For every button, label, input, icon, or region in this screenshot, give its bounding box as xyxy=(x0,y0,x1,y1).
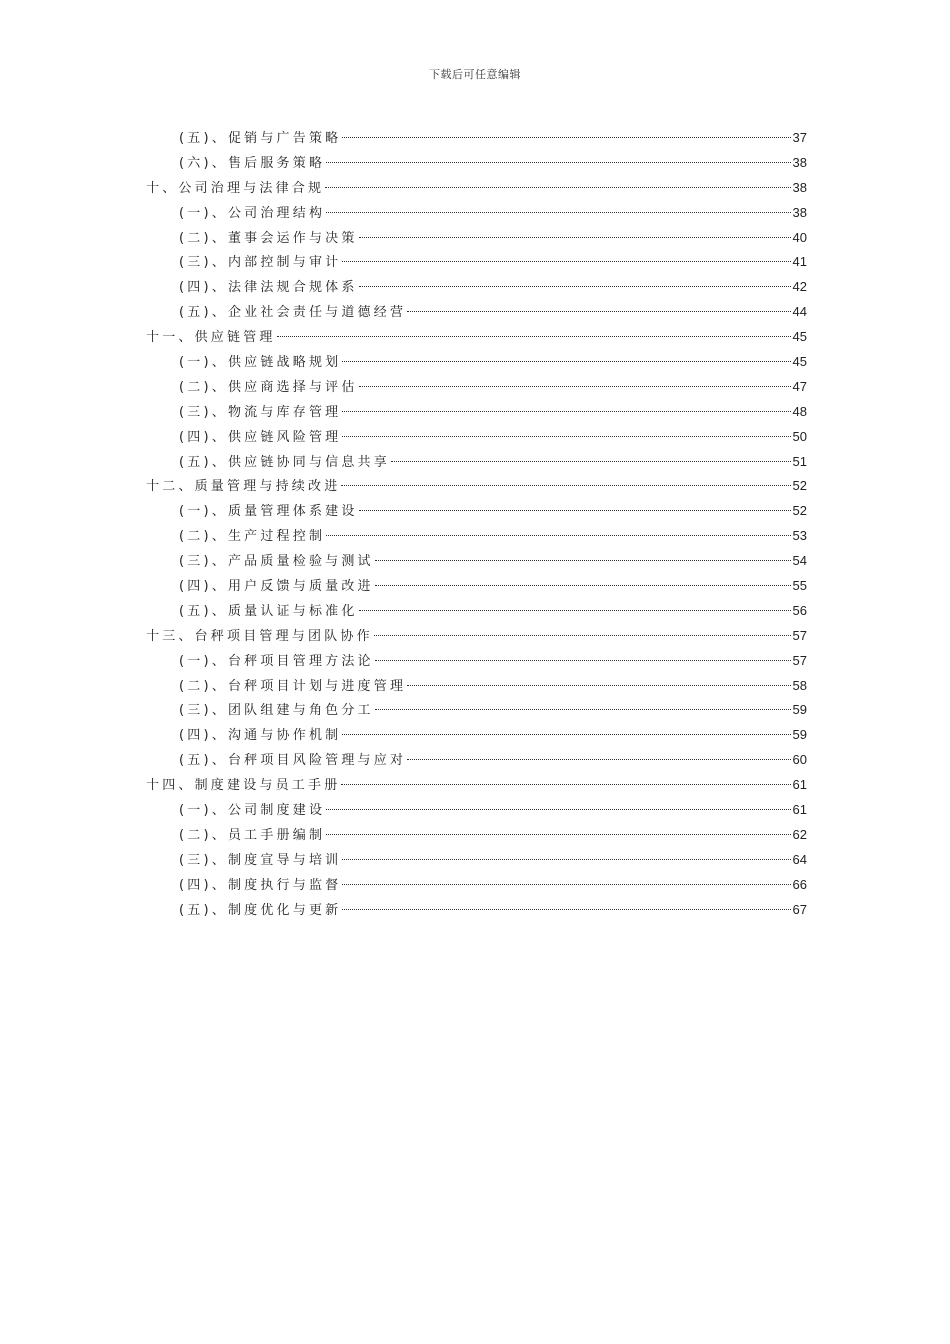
toc-dot-leader xyxy=(341,784,790,785)
toc-dot-leader xyxy=(277,336,791,337)
toc-page-number: 67 xyxy=(792,901,807,917)
toc-page-number: 42 xyxy=(792,279,807,295)
toc-section-entry[interactable] xyxy=(146,250,807,275)
toc-chapter-entry[interactable] xyxy=(146,773,807,798)
toc-dot-leader xyxy=(359,237,791,238)
toc-entry-title: (五)、制度优化与更新 xyxy=(179,902,342,918)
toc-dot-leader xyxy=(375,585,791,586)
toc-chapter-entry[interactable] xyxy=(146,176,807,201)
toc-page-number: 57 xyxy=(792,652,807,668)
toc-page-number: 66 xyxy=(792,876,807,892)
toc-entry-title: (五)、质量认证与标准化 xyxy=(179,603,358,619)
toc-dot-leader xyxy=(342,734,790,735)
toc-section-entry[interactable] xyxy=(146,873,807,898)
toc-dot-leader xyxy=(391,461,791,462)
toc-section-entry[interactable] xyxy=(146,674,807,699)
toc-entry-title: (一)、供应链战略规划 xyxy=(179,355,342,371)
toc-entry-title: (一)、公司制度建设 xyxy=(179,803,326,819)
toc-dot-leader xyxy=(359,510,791,511)
toc-page-number: 62 xyxy=(792,826,807,842)
toc-section-entry[interactable] xyxy=(146,350,807,375)
toc-dot-leader xyxy=(342,884,790,885)
toc-page-number: 52 xyxy=(792,503,807,519)
toc-dot-leader xyxy=(375,709,791,710)
toc-page-number: 53 xyxy=(792,528,807,544)
toc-section-entry[interactable] xyxy=(146,823,807,848)
toc-dot-leader xyxy=(407,311,790,312)
toc-entry-title: 十一、供应链管理 xyxy=(146,330,276,346)
toc-page-number: 57 xyxy=(792,627,807,643)
toc-entry-title: (六)、售后服务策略 xyxy=(179,155,326,171)
toc-dot-leader xyxy=(342,137,790,138)
toc-entry-title: (二)、董事会运作与决策 xyxy=(179,230,358,246)
toc-entry-title: (三)、产品质量检验与测试 xyxy=(179,554,374,570)
toc-page-number: 50 xyxy=(792,428,807,444)
toc-section-entry[interactable] xyxy=(146,599,807,624)
toc-page-number: 61 xyxy=(792,802,807,818)
toc-section-entry[interactable] xyxy=(146,226,807,251)
toc-page-number: 40 xyxy=(792,229,807,245)
toc-page-number: 59 xyxy=(792,702,807,718)
toc-section-entry[interactable] xyxy=(146,450,807,475)
toc-page-number: 55 xyxy=(792,578,807,594)
toc-dot-leader xyxy=(375,660,791,661)
toc-entry-title: (二)、供应商选择与评估 xyxy=(179,379,358,395)
toc-page-number: 48 xyxy=(792,403,807,419)
toc-section-entry[interactable] xyxy=(146,201,807,226)
toc-entry-title: 十二、质量管理与持续改进 xyxy=(146,479,341,495)
toc-dot-leader xyxy=(407,685,790,686)
toc-entry-title: (一)、台秤项目管理方法论 xyxy=(179,653,374,669)
toc-section-entry[interactable] xyxy=(146,375,807,400)
toc-page-number: 45 xyxy=(792,354,807,370)
toc-dot-leader xyxy=(342,909,790,910)
toc-entry-title: (一)、质量管理体系建设 xyxy=(179,504,358,520)
toc-section-entry[interactable] xyxy=(146,798,807,823)
toc-dot-leader xyxy=(359,286,791,287)
toc-entry-title: 十四、制度建设与员工手册 xyxy=(146,778,341,794)
toc-dot-leader xyxy=(326,535,790,536)
toc-dot-leader xyxy=(342,361,790,362)
toc-entry-title: (四)、法律法规合规体系 xyxy=(179,280,358,296)
toc-entry-title: (二)、员工手册编制 xyxy=(179,827,326,843)
toc-page-number: 47 xyxy=(792,378,807,394)
toc-entry-title: (四)、制度执行与监督 xyxy=(179,877,342,893)
toc-page-number: 54 xyxy=(792,553,807,569)
toc-dot-leader xyxy=(359,610,791,611)
toc-entry-title: (四)、供应链风险管理 xyxy=(179,429,342,445)
toc-entry-title: (一)、公司治理结构 xyxy=(179,205,326,221)
toc-entry-title: (三)、内部控制与审计 xyxy=(179,255,342,271)
toc-entry-title: (五)、企业社会责任与道德经营 xyxy=(179,305,407,321)
toc-page-number: 52 xyxy=(792,478,807,494)
toc-entry-title: (五)、台秤项目风险管理与应对 xyxy=(179,753,407,769)
toc-dot-leader xyxy=(375,560,791,561)
toc-entry-title: 十三、台秤项目管理与团队协作 xyxy=(146,628,373,644)
toc-page-number: 41 xyxy=(792,254,807,270)
toc-section-entry[interactable] xyxy=(146,848,807,873)
toc-section-entry[interactable] xyxy=(146,499,807,524)
toc-page-number: 37 xyxy=(792,130,807,145)
toc-entry-title: (五)、促销与广告策略 xyxy=(179,131,342,146)
toc-dot-leader xyxy=(359,386,791,387)
toc-entry-title: (三)、物流与库存管理 xyxy=(179,404,342,420)
toc-dot-leader xyxy=(341,485,790,486)
toc-dot-leader xyxy=(407,759,790,760)
toc-dot-leader xyxy=(326,162,790,163)
toc-section-entry[interactable] xyxy=(146,574,807,599)
toc-page-number: 38 xyxy=(792,179,807,195)
toc-entry-title: (二)、生产过程控制 xyxy=(179,529,326,545)
table-of-contents xyxy=(146,126,807,923)
toc-chapter-entry[interactable] xyxy=(146,474,807,499)
toc-dot-leader xyxy=(326,834,790,835)
toc-dot-leader xyxy=(342,859,790,860)
toc-section-entry[interactable] xyxy=(146,698,807,723)
toc-section-entry[interactable] xyxy=(146,898,807,923)
toc-page-number: 59 xyxy=(792,727,807,743)
toc-section-entry[interactable] xyxy=(146,524,807,549)
toc-section-entry[interactable] xyxy=(146,723,807,748)
page-header: 下载后可任意编辑 xyxy=(429,68,521,81)
toc-entry-title: (三)、制度宣导与培训 xyxy=(179,852,342,868)
toc-section-entry[interactable] xyxy=(146,649,807,674)
toc-section-entry[interactable] xyxy=(146,425,807,450)
toc-dot-leader xyxy=(342,411,790,412)
toc-entry-title: (三)、团队组建与角色分工 xyxy=(179,703,374,719)
toc-page-number: 38 xyxy=(792,154,807,170)
toc-entry-title: (四)、沟通与协作机制 xyxy=(179,728,342,744)
toc-section-entry[interactable] xyxy=(146,126,807,151)
toc-page-number: 44 xyxy=(792,304,807,320)
toc-page-number: 38 xyxy=(792,204,807,220)
toc-chapter-entry[interactable] xyxy=(146,624,807,649)
toc-entry-title: (五)、供应链协同与信息共享 xyxy=(179,454,390,470)
toc-page-number: 64 xyxy=(792,851,807,867)
toc-chapter-entry[interactable] xyxy=(146,325,807,350)
toc-dot-leader xyxy=(374,635,791,636)
toc-entry-title: 十、公司治理与法律合规 xyxy=(146,180,325,196)
toc-page-number: 58 xyxy=(792,677,807,693)
toc-page-number: 51 xyxy=(792,453,807,469)
toc-page-number: 56 xyxy=(792,602,807,618)
toc-entry-title: (二)、台秤项目计划与进度管理 xyxy=(179,678,407,694)
toc-section-entry[interactable] xyxy=(146,549,807,574)
toc-page-number: 61 xyxy=(792,777,807,793)
toc-dot-leader xyxy=(326,809,790,810)
toc-page-number: 45 xyxy=(792,329,807,345)
toc-entry-title: (四)、用户反馈与质量改进 xyxy=(179,579,374,595)
toc-section-entry[interactable] xyxy=(146,275,807,300)
toc-dot-leader xyxy=(342,436,790,437)
toc-dot-leader xyxy=(325,187,790,188)
toc-dot-leader xyxy=(342,261,790,262)
toc-page-number: 60 xyxy=(792,752,807,768)
toc-section-entry[interactable] xyxy=(146,748,807,773)
toc-section-entry[interactable] xyxy=(146,300,807,325)
toc-dot-leader xyxy=(326,212,790,213)
toc-section-entry[interactable] xyxy=(146,400,807,425)
toc-section-entry[interactable] xyxy=(146,151,807,176)
